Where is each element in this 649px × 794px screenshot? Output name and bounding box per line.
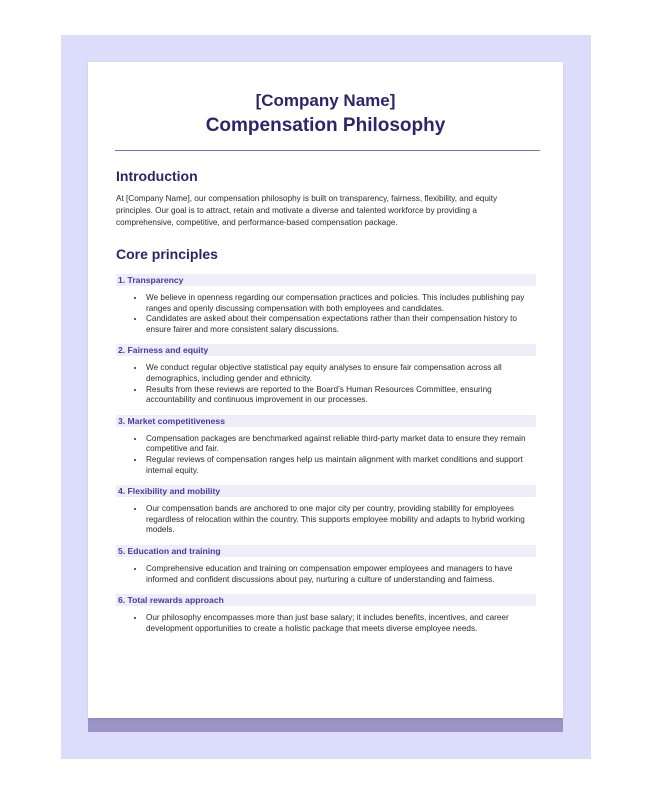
company-name: [Company Name] xyxy=(255,91,396,110)
bullet-list-total-rewards xyxy=(116,613,536,634)
document-header xyxy=(88,62,563,138)
bullet-item: • Compensation packages are benchmarked against reliable third-party market data to ensure they remain competitive and fair. xyxy=(145,434,536,455)
core-principles-heading: Core principles xyxy=(116,246,218,262)
bullet-item: • Candidates are asked about their compensation expectations rather than their compensation history to ensure fairer and more consistent salary discussions. xyxy=(145,314,536,335)
bullet-list-education-training xyxy=(116,564,536,585)
section-heading-transparency: 1. Transparency xyxy=(116,274,536,286)
section-heading-flexibility-mobility: 4. Flexibility and mobility xyxy=(116,485,536,497)
bullet-item: • Results from these reviews are reported to the Board’s Human Resources Committee, ensuring accountability and continuous improvement in our processes. xyxy=(145,385,536,406)
section-heading-total-rewards: 6. Total rewards approach xyxy=(116,594,536,606)
header-divider xyxy=(115,150,540,151)
section-heading-market-competitiveness: 3. Market competitiveness xyxy=(116,415,536,427)
bullet-item: • Our compensation bands are anchored to one major city per country, providing stability for employees regardless of relocation within the country. This supports employee mobility and adapts to hybrid working models. xyxy=(145,504,536,536)
introduction-heading: Introduction xyxy=(116,168,198,184)
section-heading-education-training: 5. Education and training xyxy=(116,545,536,557)
bullet-list-market-competitiveness xyxy=(116,434,536,476)
document-title: Compensation Philosophy xyxy=(205,115,446,136)
document-body xyxy=(88,167,563,634)
bullet-list-transparency xyxy=(116,293,536,335)
section-heading-fairness-equity: 2. Fairness and equity xyxy=(116,344,536,356)
bullet-item: • We conduct regular objective statistical pay equity analyses to ensure fair compensation across all demographics, including gender and ethnicity. xyxy=(145,363,536,384)
bullet-item: • Comprehensive education and training on compensation empower employees and managers to have informed and confident discussions about pay, nurturing a culture of understanding and fairness. xyxy=(145,564,536,585)
bullet-item: • We believe in openness regarding our compensation practices and policies. This includes publishing pay ranges and openly discussing compensation with both employees and candidates. xyxy=(145,293,536,314)
bullet-item: • Regular reviews of compensation ranges help us maintain alignment with market conditions and support internal equity. xyxy=(145,455,536,476)
bullet-item: • Our philosophy encompasses more than just base salary; it includes benefits, incentives, and career development opportunities to create a holistic package that meets diverse employee needs. xyxy=(145,613,536,634)
bullet-list-flexibility-mobility xyxy=(116,504,536,536)
document-page xyxy=(88,62,563,718)
page-shadow xyxy=(88,718,563,732)
bullet-list-fairness-equity xyxy=(116,363,536,405)
introduction-text: At [Company Name], our compensation philosophy is built on transparency, fairness, flexibility, and equity principles. Our goal is to attract, retain and motivate a diverse and talented workforce by providing a comprehensive, competitive, and performance-based compensation package. xyxy=(116,194,498,227)
